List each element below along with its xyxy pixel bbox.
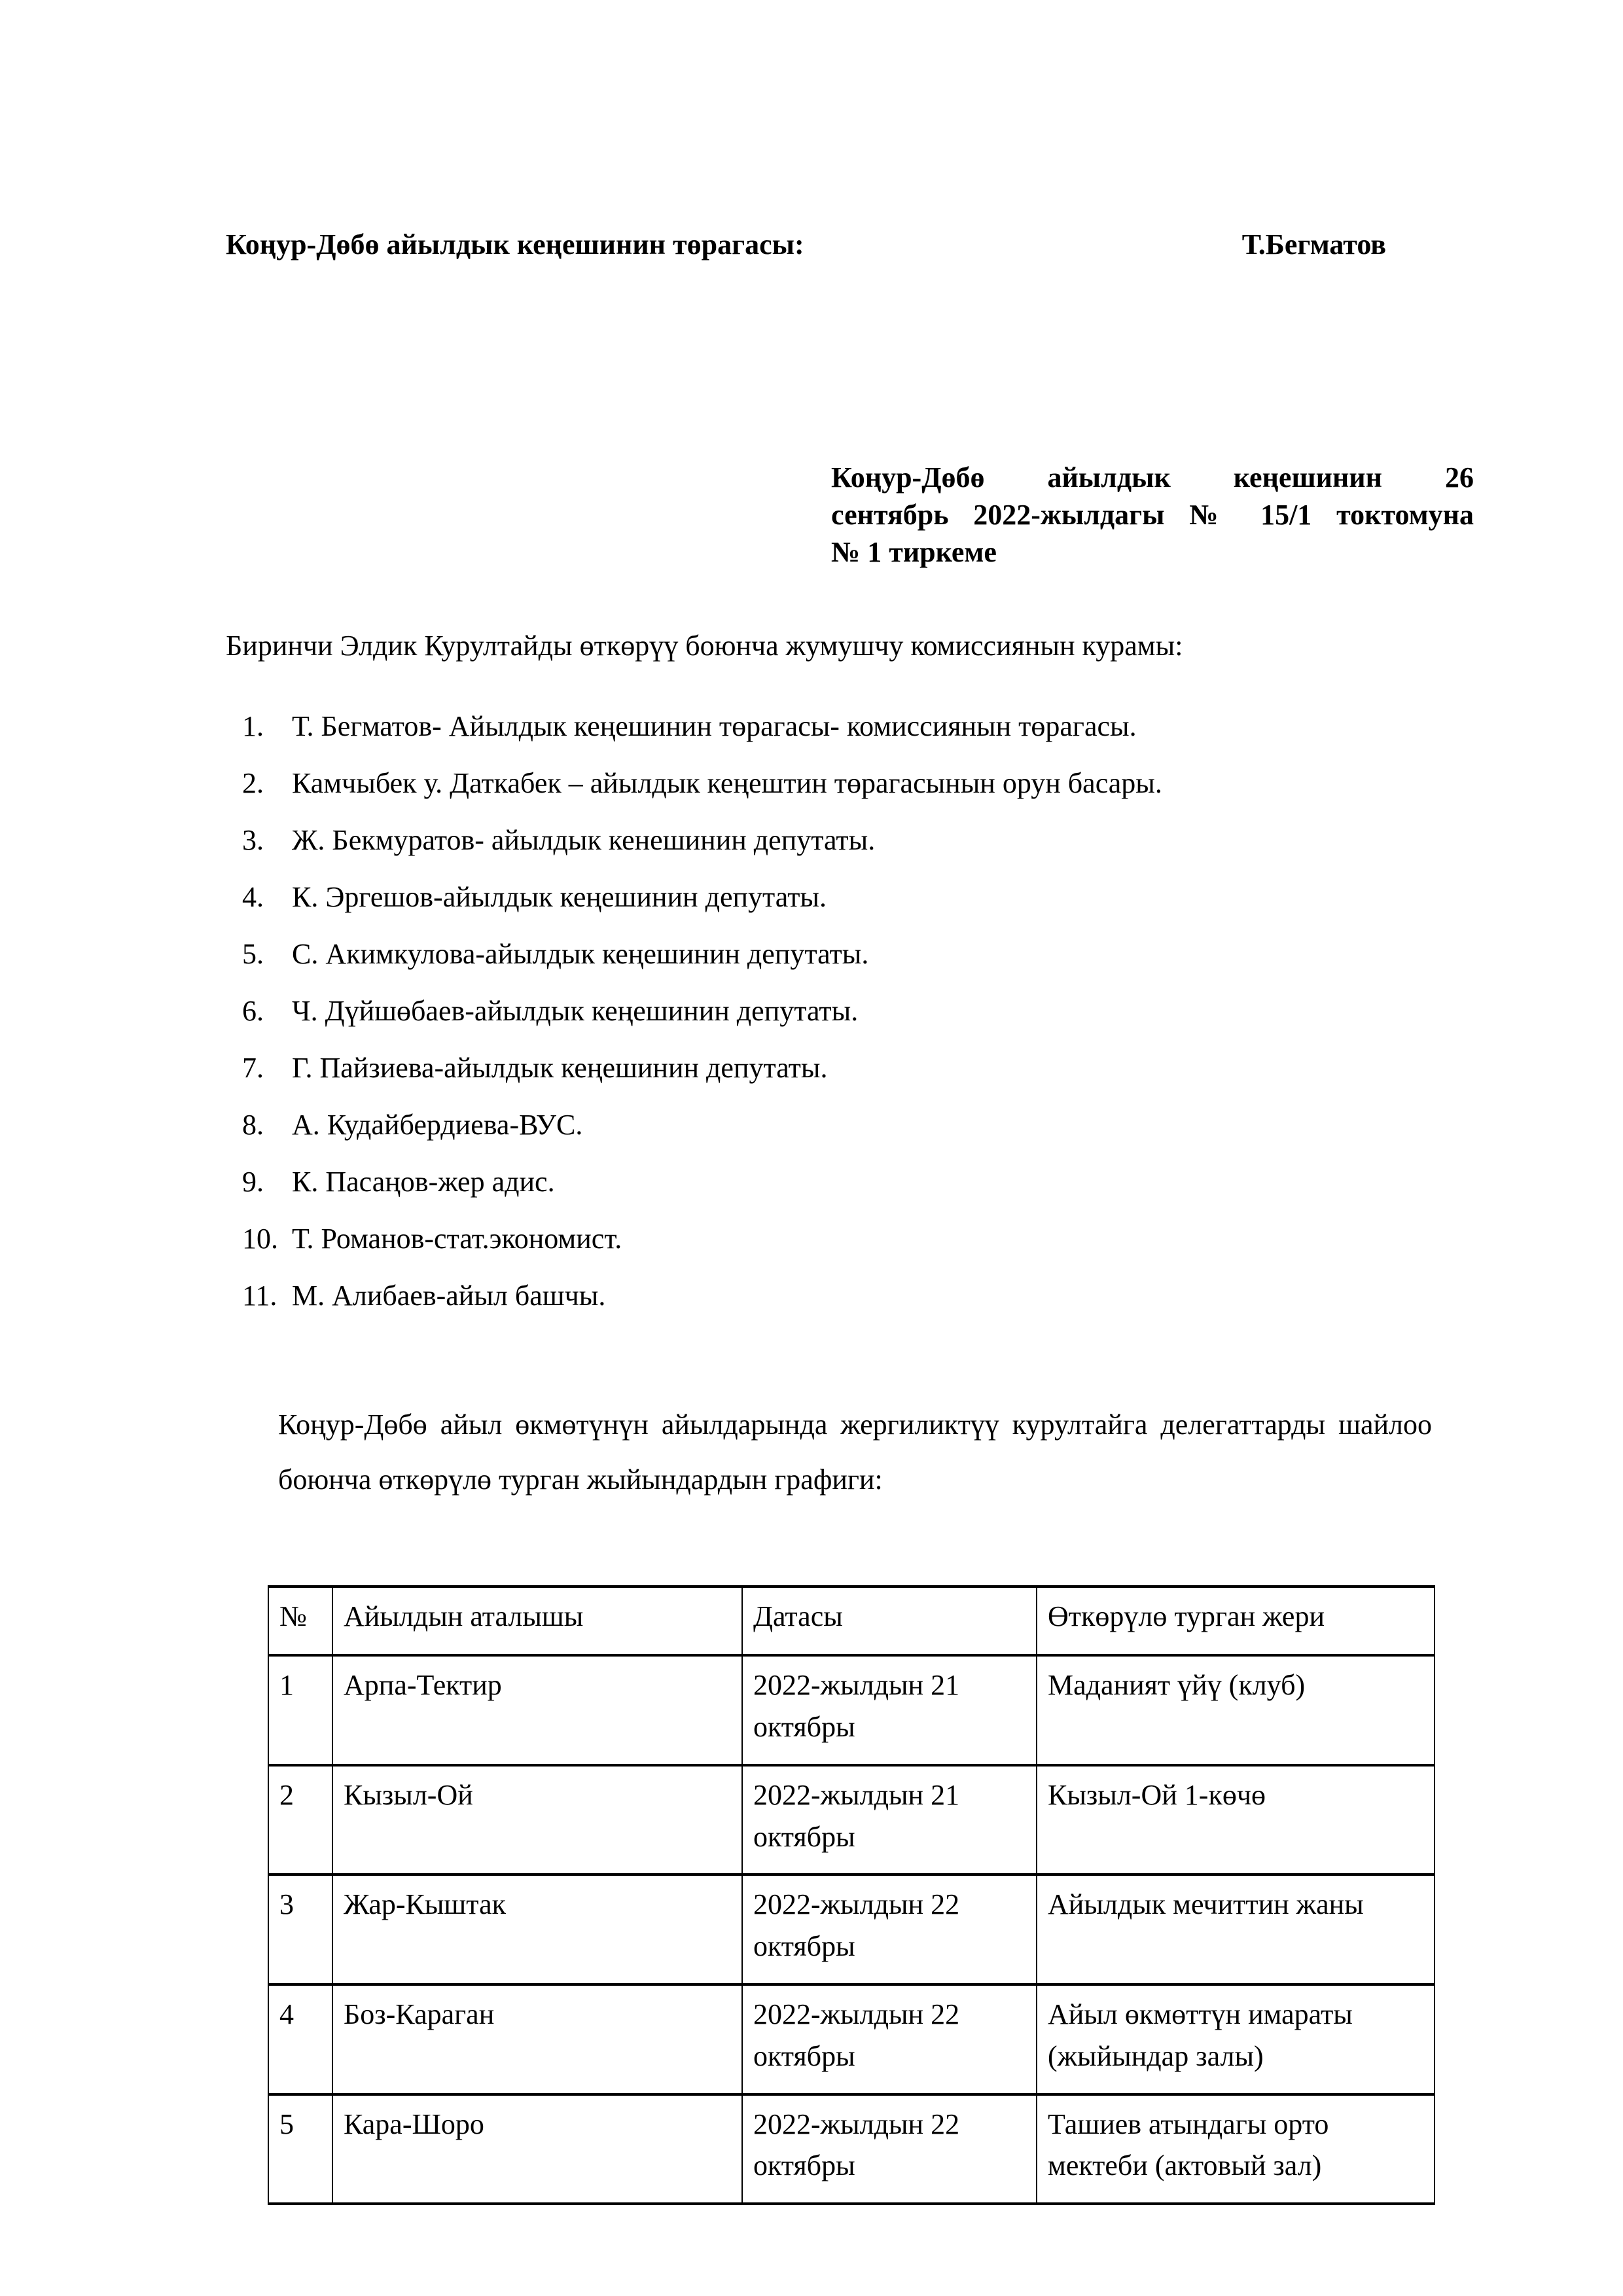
table-row: [268, 1984, 1435, 2094]
item-text: Камчыбек у. Даткабек – айылдык кеңештин төрагасынын орун басары.: [292, 766, 1162, 799]
commission-item: [242, 709, 1472, 743]
cell-date: 2022-жылдын 22 октябры: [742, 2094, 1037, 2204]
cell-village: Кызыл-Ой: [332, 1765, 742, 1875]
item-text: Ж. Бекмуратов- айылдык кенешинин депутаты.: [292, 823, 876, 856]
annex-line: № 1 тиркеме: [831, 536, 997, 569]
commission-item: [242, 994, 1472, 1028]
header-cell-place: Өткөрүлө турган жери: [1037, 1587, 1435, 1656]
cell-date: 2022-жылдын 21 октябры: [742, 1655, 1037, 1765]
annex-line: Коңур-Дөбө айылдык кеңешинин 26: [831, 461, 1474, 493]
schedule-intro: Коңур-Дөбө айыл өкмөтүнүн айылдарында жергиликтүү курултайга делегаттарды шайлоо боюнча өткөрүлө турган жыйындардын графиги:: [278, 1408, 1432, 1496]
item-number: 10.: [242, 1222, 278, 1255]
cell-number: 3: [268, 1874, 332, 1984]
header-cell-date: Датасы: [742, 1587, 1037, 1656]
commission-item: [242, 880, 1472, 914]
item-text: Т. Романов-стат.экономист.: [292, 1222, 622, 1255]
cell-date: 2022-жылдын 21 октябры: [742, 1765, 1037, 1875]
item-number: 9.: [242, 1165, 264, 1198]
cell-place: Кызыл-Ой 1-көчө: [1037, 1765, 1435, 1875]
item-number: 1.: [242, 709, 264, 742]
cell-place: Ташиев атындагы орто мектеби (актовый зал): [1037, 2094, 1435, 2204]
item-text: Ч. Дүйшөбаев-айылдык кеңешинин депутаты.: [292, 994, 859, 1027]
cell-place: Маданият үйү (клуб): [1037, 1655, 1435, 1765]
cell-place: Айыл өкмөттүн имараты (жыйындар залы): [1037, 1984, 1435, 2094]
commission-item: [242, 1108, 1472, 1141]
annex-note: [831, 459, 1474, 571]
item-text: С. Акимкулова-айылдык кеңешинин депутаты.: [292, 937, 869, 970]
annex-line: сентябрь 2022-жылдагы № 15/1 токтомуна: [831, 499, 1474, 531]
item-number: 3.: [242, 823, 264, 856]
table-row: [268, 2094, 1435, 2204]
item-number: 6.: [242, 994, 264, 1027]
item-text: А. Кудайбердиева-ВУС.: [292, 1108, 583, 1141]
item-number: 4.: [242, 880, 264, 913]
cell-village: Боз-Караган: [332, 1984, 742, 2094]
table-row: [268, 1765, 1435, 1875]
commission-item: [242, 1165, 1472, 1198]
item-number: 7.: [242, 1051, 264, 1084]
item-text: К. Пасаңов-жер адис.: [292, 1165, 555, 1198]
schedule-table: [268, 1585, 1435, 2206]
commission-item: [242, 823, 1472, 857]
commission-item: [242, 1051, 1472, 1085]
cell-village: Жар-Кыштак: [332, 1874, 742, 1984]
cell-number: 2: [268, 1765, 332, 1875]
item-text: К. Эргешов-айылдык кеңешинин депутаты.: [292, 880, 827, 913]
commission-intro: Биринчи Элдик Курултайды өткөрүү боюнча жумушчу комиссиянын курамы:: [226, 629, 1183, 662]
cell-date: 2022-жылдын 22 октябры: [742, 1984, 1037, 2094]
table-header-row: [268, 1587, 1435, 1656]
item-text: Т. Бегматов- Айылдык кеңешинин төрагасы- комиссиянын төрагасы.: [292, 709, 1137, 742]
commission-list: [242, 709, 1472, 1312]
item-number: 2.: [242, 766, 264, 799]
table-row: [268, 1874, 1435, 1984]
commission-item: [242, 937, 1472, 971]
signature-name: Т.Бегматов: [1241, 228, 1386, 260]
header-cell-number: №: [268, 1587, 332, 1656]
cell-date: 2022-жылдын 22 октябры: [742, 1874, 1037, 1984]
commission-item: [242, 766, 1472, 800]
commission-item: [242, 1279, 1472, 1312]
signature-title: Коңур-Дөбө айылдык кеңешинин төрагасы:: [226, 228, 804, 260]
table-row: [268, 1655, 1435, 1765]
cell-village: Арпа-Тектир: [332, 1655, 742, 1765]
cell-number: 4: [268, 1984, 332, 2094]
header-cell-village: Айылдын аталышы: [332, 1587, 742, 1656]
commission-item: [242, 1222, 1472, 1255]
item-text: Г. Пайзиева-айылдык кеңешинин депутаты.: [292, 1051, 828, 1084]
item-text: М. Алибаев-айыл башчы.: [292, 1279, 606, 1312]
cell-place: Айылдык мечиттин жаны: [1037, 1874, 1435, 1984]
item-number: 5.: [242, 937, 264, 970]
item-number: 11.: [242, 1279, 277, 1312]
signature-line: [226, 228, 1386, 261]
item-number: 8.: [242, 1108, 264, 1141]
cell-village: Кара-Шоро: [332, 2094, 742, 2204]
cell-number: 1: [268, 1655, 332, 1765]
cell-number: 5: [268, 2094, 332, 2204]
